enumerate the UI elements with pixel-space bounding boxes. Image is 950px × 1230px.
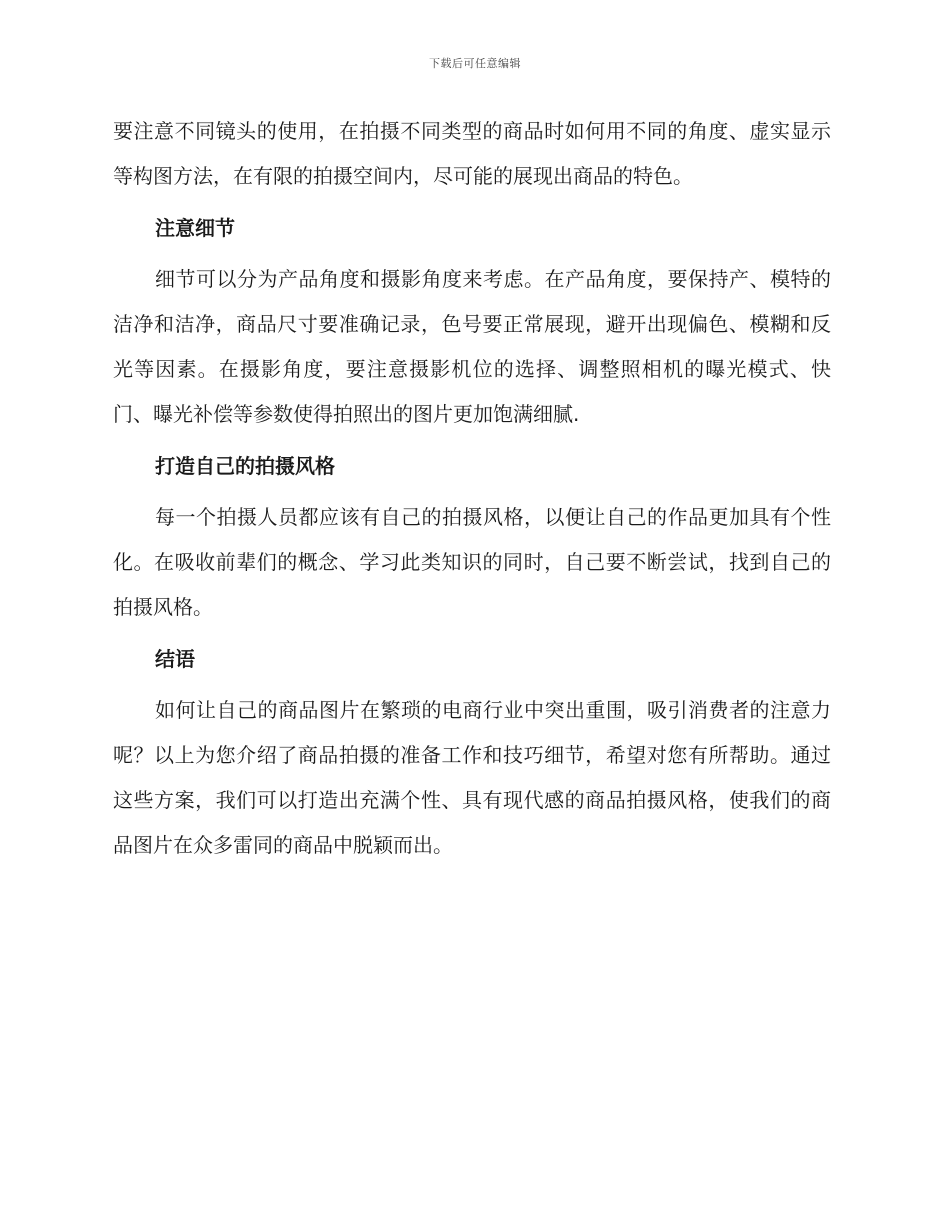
- section-body-conclusion: 如何让自己的商品图片在繁琐的电商行业中突出重围，吸引消费者的注意力呢？以上为您介绍了商品拍摄的准备工作和技巧细节，希望对您有所帮助。通过这些方案，我们可以打造出充满个性、具有现代感的商品拍摄风格，使我们的商品图片在众多雷同的商品中脱颖而出。: [113, 698, 831, 857]
- section-body-details: 细节可以分为产品角度和摄影角度来考虑。在产品角度，要保持产、模特的洁净和洁净，商品尺寸要准确记录，色号要正常展现，避开出现偏色、模糊和反光等因素。在摄影角度，要注意摄影机位的选择、调整照相机的曝光模式、快门、曝光补偿等参数使得拍照出的图片更加饱满细腻.: [113, 267, 831, 426]
- section-heading-conclusion: 结语: [155, 647, 195, 671]
- page-header: 下载后可任意编辑: [429, 57, 521, 70]
- document-body: [113, 109, 831, 868]
- intro-paragraph: 要注意不同镜头的使用，在拍摄不同类型的商品时如何用不同的角度、虚实显示等构图方法，在有限的拍摄空间内，尽可能的展现出商品的特色。: [113, 119, 831, 188]
- section-heading-details: 注意细节: [155, 216, 235, 240]
- section-body-style: 每一个拍摄人员都应该有自己的拍摄风格，以便让自己的作品更加具有个性化。在吸收前辈们的概念、学习此类知识的同时，自己要不断尝试，找到自己的拍摄风格。: [113, 505, 831, 619]
- section-heading-style: 打造自己的拍摄风格: [155, 454, 335, 478]
